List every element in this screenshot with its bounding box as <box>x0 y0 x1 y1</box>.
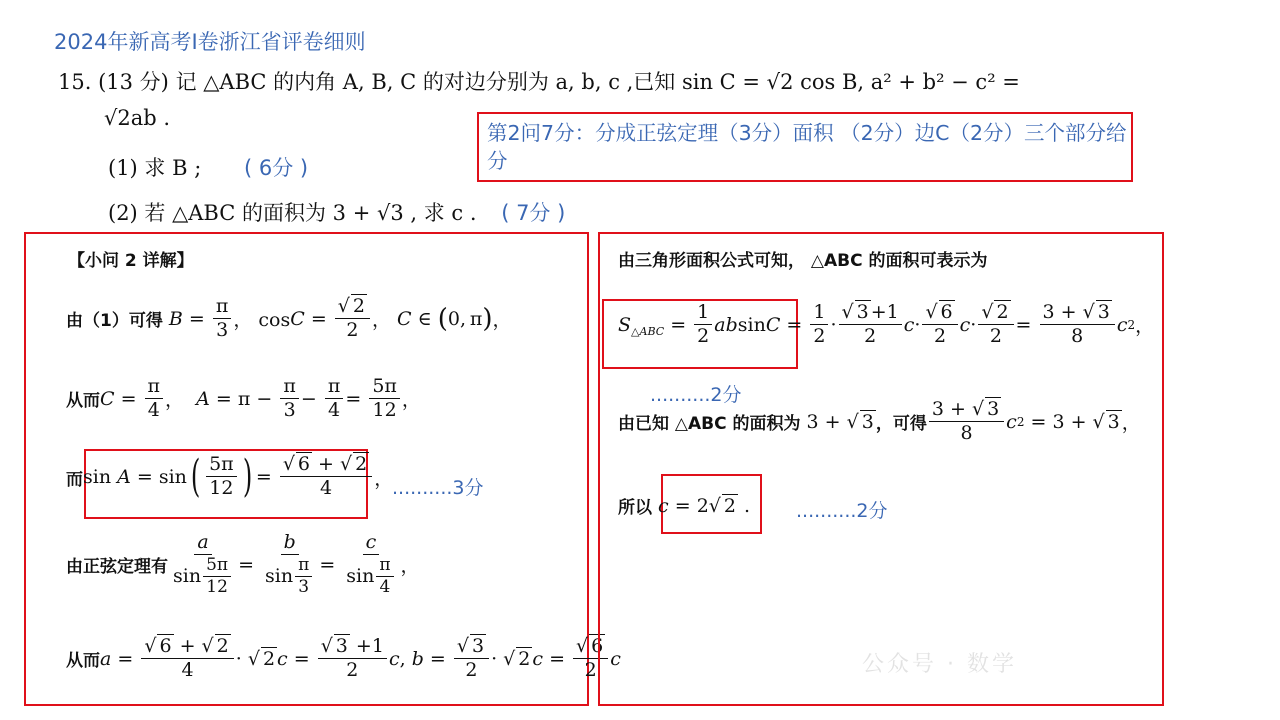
left-line-5: 从而 a = $\frac{√ 6 + √ 2}{4}$ · √ 2 c = $\frac{√ 3 +1}{2}$ c , b = $\frac{√ 3}{2}$ · √ 2 c = $\frac{√ 6}{2}$ c <box>66 635 621 681</box>
problem-number: 15. <box>58 70 92 94</box>
left-line-1: 由（1）可得 B = $\frac{\pi}{3}$ ， cos C = $\frac{√ 2}{2}$ ， C ∈ ( 0, π ) ， <box>66 295 512 341</box>
problem-text-2: √2ab . <box>104 106 171 130</box>
left-heading: 【小问 2 详解】 <box>68 251 194 271</box>
left-line-4: 由正弦定理有 a sin $\frac{5\pi}{12}$ = b sin $\frac{\pi}{3}$ = c sin $\frac{\pi}{4}$ ， <box>66 531 420 597</box>
score-2a: ..........2分 <box>650 384 742 406</box>
right-line3-prefix: 由已知 △ABC 的面积为 <box>618 414 801 435</box>
part-1-label: (1) 求 B ; <box>108 156 202 180</box>
problem-text-1: 记 △ABC 的内角 A, B, C 的对边分别为 a, b, c ,已知 sin C = √2 cos B, a² + b² − c² = <box>175 70 1020 94</box>
left-line3-prefix: 而 <box>66 469 83 490</box>
score-3: ..........3分 <box>392 477 484 499</box>
problem-points: (13 分) <box>98 70 169 94</box>
part-2-label: (2) 若 △ABC 的面积为 3 + √3 , 求 c . <box>108 201 477 225</box>
document-title: 2024年新高考Ⅰ卷浙江省评卷细则 <box>54 30 366 54</box>
right-line-3: 由已知 △ABC 的面积为 3 + √ 3 ，可得 $\frac{3 + √ 3}{8}$ c 2 = 3 + √ 3 ， <box>618 398 1141 444</box>
part-1-score: ( 6分 ) <box>243 156 309 180</box>
part-1 <box>108 152 308 182</box>
right-line-1: 由三角形面积公式可知， △ABC 的面积可表示为 <box>618 251 988 271</box>
left-line-3: 而 sin A = sin ( $\frac{5\pi}{12}$ ) = $\frac{√ 6 + √ 2}{4}$ ， <box>66 451 394 502</box>
left-line1-prefix: 由（1）可得 <box>66 311 163 332</box>
left-line2-prefix: 从而 <box>66 391 100 412</box>
right-line-4: 所以 c = 2 √ 2 . <box>618 494 751 518</box>
right-line4-prefix: 所以 <box>618 498 652 518</box>
score-2b: ..........2分 <box>796 500 888 522</box>
left-line5-prefix: 从而 <box>66 651 100 672</box>
right-line3-mid: ，可得 <box>875 414 927 435</box>
right-line-2: S △ABC = $\frac{1}{2}$ ab sin C = $\frac{1}{2}$ · $\frac{√ 3 +1}{2}$ c · $\frac{√ 6}{2}$ c · $\frac{√ 2}{2}$ = $\frac{3 + √ 3}{8}$ c 2 ， <box>618 301 1155 347</box>
left-line-2: 从而 C = $\frac{\pi}{4}$ ， A = π − $\frac{\pi}{3}$ − $\frac{\pi}{4}$ = $\frac{5\pi}{12}$ ， <box>66 375 421 421</box>
left-line4-prefix: 由正弦定理有 <box>66 557 168 578</box>
problem-line-2 <box>104 106 170 130</box>
grading-note: 第2问7分：分成正弦定理（3分）面积 （2分）边C（2分）三个部分给分 <box>487 121 1127 173</box>
problem-line-1 <box>58 66 1020 96</box>
part-2 <box>108 197 565 227</box>
watermark: 公众号 · 数学 <box>862 652 1017 677</box>
part-2-score: ( 7分 ) <box>501 201 566 225</box>
